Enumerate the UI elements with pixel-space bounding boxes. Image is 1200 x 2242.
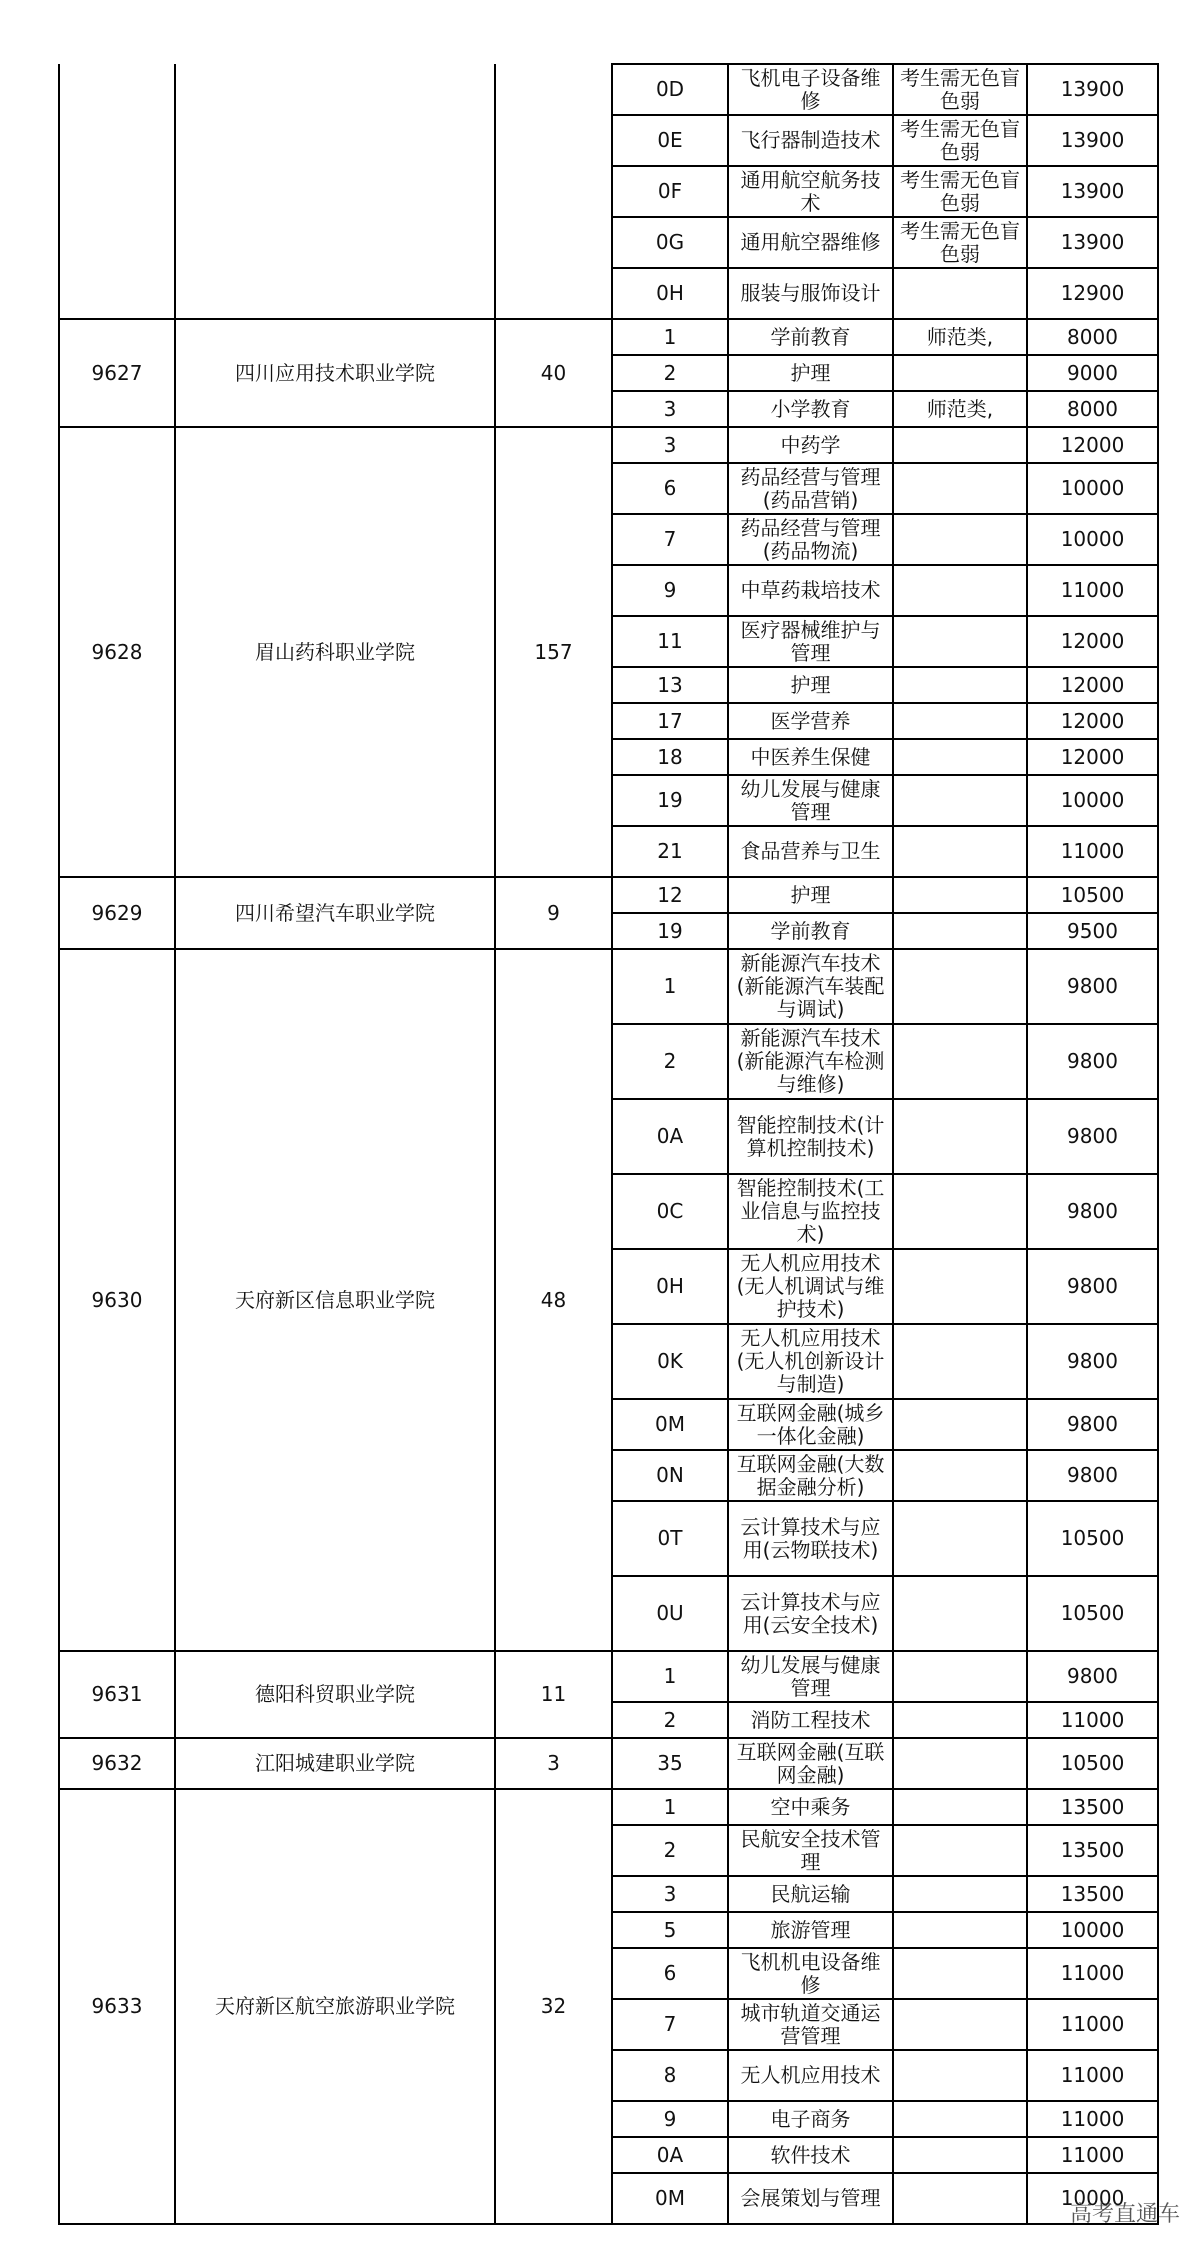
school-code: 9630 xyxy=(59,949,175,1651)
table-row xyxy=(59,877,1158,913)
major-code: 2 xyxy=(612,1702,728,1738)
major-code: 11 xyxy=(612,616,728,667)
major-note xyxy=(893,1501,1027,1576)
major-code: 13 xyxy=(612,667,728,703)
major-note: 考生需无色盲色弱 xyxy=(893,64,1027,115)
major-name: 食品营养与卫生 xyxy=(728,826,893,877)
school-name: 四川应用技术职业学院 xyxy=(175,319,495,427)
tuition-fee: 13500 xyxy=(1027,1876,1158,1912)
plan-count: 40 xyxy=(495,319,612,427)
major-note xyxy=(893,1249,1027,1324)
major-note xyxy=(893,268,1027,319)
tuition-fee: 10000 xyxy=(1027,775,1158,826)
tuition-fee: 13500 xyxy=(1027,1789,1158,1825)
tuition-fee: 10000 xyxy=(1027,514,1158,565)
tuition-fee: 10000 xyxy=(1027,2173,1158,2224)
major-name: 无人机应用技术(无人机创新设计与制造) xyxy=(728,1324,893,1399)
major-name: 中药学 xyxy=(728,427,893,463)
plan-count: 157 xyxy=(495,427,612,877)
tuition-fee: 10000 xyxy=(1027,1912,1158,1948)
school-code: 9631 xyxy=(59,1651,175,1738)
major-name: 小学教育 xyxy=(728,391,893,427)
school-name: 天府新区航空旅游职业学院 xyxy=(175,1789,495,2224)
tuition-fee: 11000 xyxy=(1027,1702,1158,1738)
major-name: 旅游管理 xyxy=(728,1912,893,1948)
major-name: 互联网金融(城乡一体化金融) xyxy=(728,1399,893,1450)
table-row xyxy=(59,319,1158,355)
plan-count: 9 xyxy=(495,877,612,949)
tuition-fee: 9800 xyxy=(1027,1174,1158,1249)
major-code: 9 xyxy=(612,2101,728,2137)
major-name: 电子商务 xyxy=(728,2101,893,2137)
major-code: 7 xyxy=(612,1999,728,2050)
school-code: 9633 xyxy=(59,1789,175,2224)
major-name: 云计算技术与应用(云安全技术) xyxy=(728,1576,893,1651)
major-code: 1 xyxy=(612,1651,728,1702)
major-code: 0N xyxy=(612,1450,728,1501)
major-name: 新能源汽车技术(新能源汽车装配与调试) xyxy=(728,949,893,1024)
major-code: 19 xyxy=(612,913,728,949)
major-note xyxy=(893,703,1027,739)
table-row xyxy=(59,949,1158,1024)
major-note xyxy=(893,913,1027,949)
major-note xyxy=(893,1876,1027,1912)
major-code: 1 xyxy=(612,949,728,1024)
major-code: 0K xyxy=(612,1324,728,1399)
major-code: 3 xyxy=(612,1876,728,1912)
major-note xyxy=(893,1651,1027,1702)
table-row xyxy=(59,1651,1158,1702)
major-note xyxy=(893,1324,1027,1399)
tuition-fee: 10500 xyxy=(1027,1738,1158,1789)
major-code: 6 xyxy=(612,463,728,514)
tuition-fee: 9800 xyxy=(1027,949,1158,1024)
tuition-fee: 9800 xyxy=(1027,1099,1158,1174)
tuition-fee: 9500 xyxy=(1027,913,1158,949)
major-name: 通用航空航务技术 xyxy=(728,166,893,217)
major-note xyxy=(893,1399,1027,1450)
major-name: 无人机应用技术(无人机调试与维护技术) xyxy=(728,1249,893,1324)
major-code: 17 xyxy=(612,703,728,739)
major-note xyxy=(893,565,1027,616)
major-note xyxy=(893,514,1027,565)
major-code: 0A xyxy=(612,1099,728,1174)
major-note xyxy=(893,355,1027,391)
major-note xyxy=(893,949,1027,1024)
tuition-fee: 8000 xyxy=(1027,391,1158,427)
major-note xyxy=(893,1789,1027,1825)
major-name: 医疗器械维护与管理 xyxy=(728,616,893,667)
major-code: 6 xyxy=(612,1948,728,1999)
tuition-fee: 10500 xyxy=(1027,877,1158,913)
major-code: 0M xyxy=(612,2173,728,2224)
major-note xyxy=(893,877,1027,913)
major-note: 考生需无色盲色弱 xyxy=(893,217,1027,268)
major-name: 飞行器制造技术 xyxy=(728,115,893,166)
school-name: 江阳城建职业学院 xyxy=(175,1738,495,1789)
tuition-fee: 12000 xyxy=(1027,667,1158,703)
major-note xyxy=(893,1174,1027,1249)
tuition-fee: 13900 xyxy=(1027,115,1158,166)
major-code: 2 xyxy=(612,1024,728,1099)
school-name: 四川希望汽车职业学院 xyxy=(175,877,495,949)
tuition-fee: 11000 xyxy=(1027,2101,1158,2137)
major-code: 21 xyxy=(612,826,728,877)
major-code: 2 xyxy=(612,1825,728,1876)
watermark: 高考直通车 xyxy=(1069,2202,1180,2227)
table-row xyxy=(59,1738,1158,1789)
school-code: 9628 xyxy=(59,427,175,877)
school-code: 9629 xyxy=(59,877,175,949)
major-name: 消防工程技术 xyxy=(728,1702,893,1738)
major-note xyxy=(893,2137,1027,2173)
major-code: 0C xyxy=(612,1174,728,1249)
plan-count: 48 xyxy=(495,949,612,1651)
major-name: 飞机机电设备维修 xyxy=(728,1948,893,1999)
major-name: 飞机电子设备维修 xyxy=(728,64,893,115)
major-name: 民航运输 xyxy=(728,1876,893,1912)
major-code: 0M xyxy=(612,1399,728,1450)
major-note xyxy=(893,1912,1027,1948)
major-code: 9 xyxy=(612,565,728,616)
tuition-fee: 12000 xyxy=(1027,703,1158,739)
major-note xyxy=(893,1099,1027,1174)
tuition-fee: 11000 xyxy=(1027,1948,1158,1999)
tuition-fee: 10000 xyxy=(1027,463,1158,514)
major-code: 3 xyxy=(612,391,728,427)
major-note xyxy=(893,826,1027,877)
major-name: 会展策划与管理 xyxy=(728,2173,893,2224)
major-code: 3 xyxy=(612,427,728,463)
major-code: 0A xyxy=(612,2137,728,2173)
major-name: 幼儿发展与健康管理 xyxy=(728,775,893,826)
major-note xyxy=(893,427,1027,463)
tuition-fee: 9800 xyxy=(1027,1024,1158,1099)
major-code: 35 xyxy=(612,1738,728,1789)
school-code: 9627 xyxy=(59,319,175,427)
plan-count: 3 xyxy=(495,1738,612,1789)
major-code: 19 xyxy=(612,775,728,826)
table-row xyxy=(59,1789,1158,1825)
tuition-fee: 11000 xyxy=(1027,1999,1158,2050)
major-name: 云计算技术与应用(云物联技术) xyxy=(728,1501,893,1576)
tuition-fee: 10500 xyxy=(1027,1576,1158,1651)
major-note xyxy=(893,1450,1027,1501)
major-code: 0E xyxy=(612,115,728,166)
major-note xyxy=(893,1948,1027,1999)
major-note xyxy=(893,1576,1027,1651)
school-name: 天府新区信息职业学院 xyxy=(175,949,495,1651)
major-note: 师范类, xyxy=(893,319,1027,355)
major-note xyxy=(893,739,1027,775)
tuition-fee: 9800 xyxy=(1027,1399,1158,1450)
tuition-fee: 13900 xyxy=(1027,166,1158,217)
major-code: 1 xyxy=(612,1789,728,1825)
tuition-fee: 10500 xyxy=(1027,1501,1158,1576)
major-note xyxy=(893,775,1027,826)
major-note xyxy=(893,2101,1027,2137)
major-code: 0U xyxy=(612,1576,728,1651)
major-name: 药品经营与管理(药品物流) xyxy=(728,514,893,565)
tuition-fee: 12000 xyxy=(1027,427,1158,463)
plan-count: 11 xyxy=(495,1651,612,1738)
major-name: 新能源汽车技术(新能源汽车检测与维修) xyxy=(728,1024,893,1099)
major-note: 师范类, xyxy=(893,391,1027,427)
major-name: 中草药栽培技术 xyxy=(728,565,893,616)
school-code xyxy=(59,64,175,319)
major-name: 通用航空器维修 xyxy=(728,217,893,268)
major-note xyxy=(893,1702,1027,1738)
plan-count xyxy=(495,64,612,319)
tuition-fee: 9800 xyxy=(1027,1324,1158,1399)
major-name: 护理 xyxy=(728,877,893,913)
major-name: 学前教育 xyxy=(728,319,893,355)
tuition-fee: 12900 xyxy=(1027,268,1158,319)
tuition-fee: 13500 xyxy=(1027,1825,1158,1876)
major-name: 医学营养 xyxy=(728,703,893,739)
major-note xyxy=(893,1825,1027,1876)
major-code: 0D xyxy=(612,64,728,115)
major-code: 18 xyxy=(612,739,728,775)
major-code: 0G xyxy=(612,217,728,268)
tuition-fee: 8000 xyxy=(1027,319,1158,355)
tuition-fee: 11000 xyxy=(1027,2137,1158,2173)
tuition-fee: 11000 xyxy=(1027,826,1158,877)
major-code: 12 xyxy=(612,877,728,913)
major-code: 0F xyxy=(612,166,728,217)
major-name: 空中乘务 xyxy=(728,1789,893,1825)
tuition-fee: 11000 xyxy=(1027,565,1158,616)
table-row xyxy=(59,427,1158,463)
tuition-fee: 9800 xyxy=(1027,1450,1158,1501)
tuition-fee: 13900 xyxy=(1027,64,1158,115)
major-name: 护理 xyxy=(728,355,893,391)
admission-table xyxy=(58,63,1159,2225)
major-name: 中医养生保健 xyxy=(728,739,893,775)
school-name xyxy=(175,64,495,319)
major-code: 5 xyxy=(612,1912,728,1948)
major-code: 0H xyxy=(612,268,728,319)
major-name: 学前教育 xyxy=(728,913,893,949)
major-note xyxy=(893,1024,1027,1099)
major-code: 1 xyxy=(612,319,728,355)
major-code: 2 xyxy=(612,355,728,391)
major-note xyxy=(893,667,1027,703)
major-note: 考生需无色盲色弱 xyxy=(893,166,1027,217)
school-name: 眉山药科职业学院 xyxy=(175,427,495,877)
tuition-fee: 12000 xyxy=(1027,616,1158,667)
major-note xyxy=(893,2050,1027,2101)
major-note: 考生需无色盲色弱 xyxy=(893,115,1027,166)
major-name: 智能控制技术(计算机控制技术) xyxy=(728,1099,893,1174)
major-name: 智能控制技术(工业信息与监控技术) xyxy=(728,1174,893,1249)
major-note xyxy=(893,1738,1027,1789)
major-name: 服装与服饰设计 xyxy=(728,268,893,319)
major-name: 药品经营与管理(药品营销) xyxy=(728,463,893,514)
school-name: 德阳科贸职业学院 xyxy=(175,1651,495,1738)
tuition-fee: 9000 xyxy=(1027,355,1158,391)
tuition-fee: 13900 xyxy=(1027,217,1158,268)
major-name: 软件技术 xyxy=(728,2137,893,2173)
tuition-fee: 11000 xyxy=(1027,2050,1158,2101)
major-name: 民航安全技术管理 xyxy=(728,1825,893,1876)
major-code: 7 xyxy=(612,514,728,565)
major-name: 护理 xyxy=(728,667,893,703)
major-code: 0H xyxy=(612,1249,728,1324)
major-code: 8 xyxy=(612,2050,728,2101)
tuition-fee: 12000 xyxy=(1027,739,1158,775)
major-name: 互联网金融(互联网金融) xyxy=(728,1738,893,1789)
tuition-fee: 9800 xyxy=(1027,1651,1158,1702)
major-note xyxy=(893,1999,1027,2050)
plan-count: 32 xyxy=(495,1789,612,2224)
major-name: 互联网金融(大数据金融分析) xyxy=(728,1450,893,1501)
school-code: 9632 xyxy=(59,1738,175,1789)
major-note xyxy=(893,616,1027,667)
major-note xyxy=(893,2173,1027,2224)
major-note xyxy=(893,463,1027,514)
tuition-fee: 9800 xyxy=(1027,1249,1158,1324)
table-row xyxy=(59,64,1158,115)
major-name: 无人机应用技术 xyxy=(728,2050,893,2101)
major-name: 幼儿发展与健康管理 xyxy=(728,1651,893,1702)
major-name: 城市轨道交通运营管理 xyxy=(728,1999,893,2050)
major-code: 0T xyxy=(612,1501,728,1576)
